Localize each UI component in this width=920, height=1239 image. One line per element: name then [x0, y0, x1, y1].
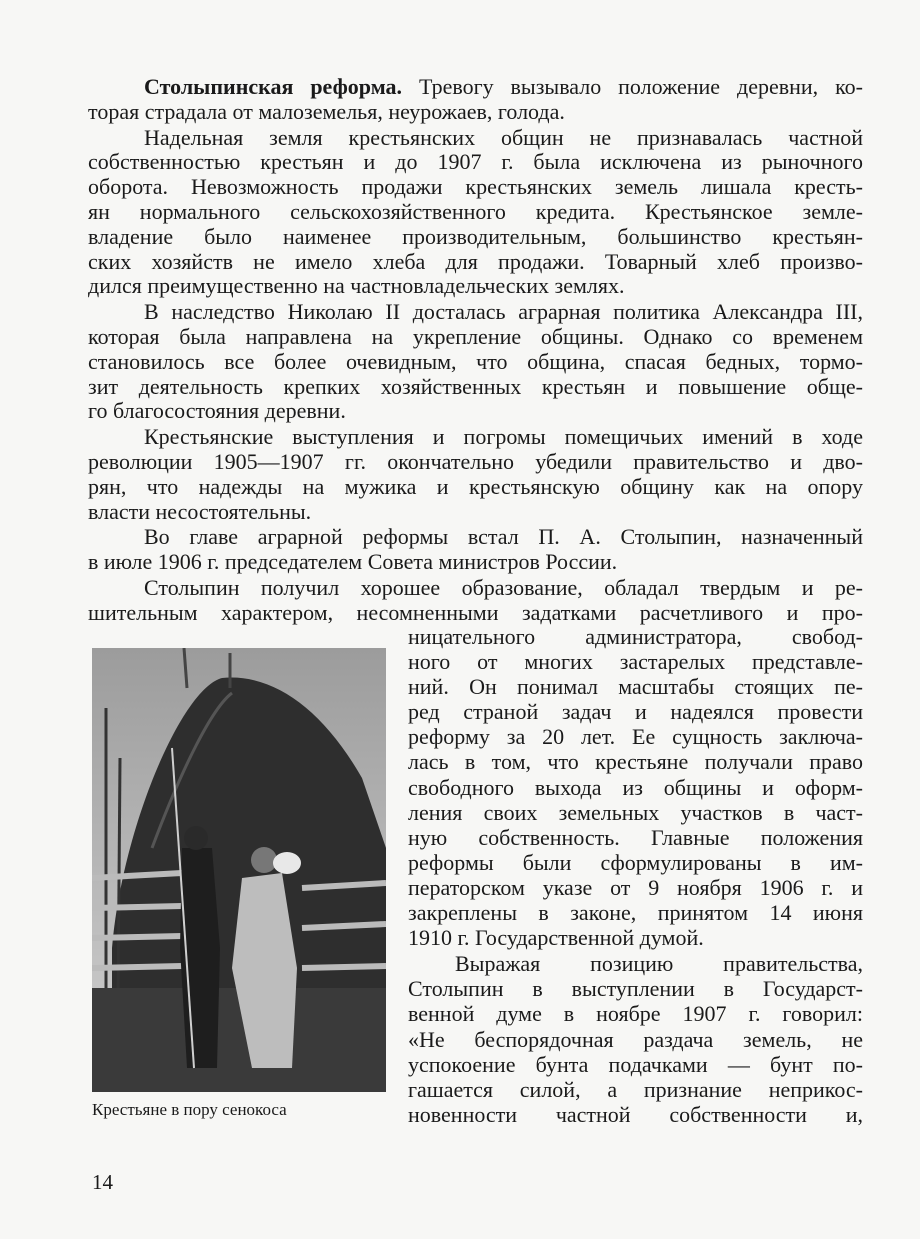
text-line: торая страдала от малоземелья, неурожаев, голода. [88, 98, 565, 124]
text-line: в июле 1906 г. председателем Совета министров России. [88, 549, 618, 575]
text-line: революции 1905—1907 гг. окончательно убедили правительство и дво- [88, 448, 863, 474]
paragraph [408, 624, 863, 950]
text-line: В наследство Николаю II досталась аграрная политика Александра III, [144, 299, 863, 325]
text-line: оборота. Невозможность продажи крестьянских земель лишала кресть- [88, 174, 863, 200]
text-line: ную собственность. Главные положения [408, 824, 863, 850]
text-line: лась в том, что крестьяне получали право [408, 749, 863, 775]
text-line: ператорском указе от 9 ноября 1906 г. и [408, 874, 863, 900]
text-line: собственностью крестьян и до 1907 г. была исключена из рыночного [88, 149, 863, 175]
text-line: «Не беспорядочная раздача земель, не [408, 1026, 863, 1052]
paragraph [88, 300, 863, 424]
text-line: владение было наименее производительным, большинство крестьян- [88, 223, 863, 249]
text-line: дился преимущественно на частновладельческих землях. [88, 273, 625, 299]
text-line: ления своих земельных участков в част- [408, 799, 863, 825]
right-text-column [408, 624, 863, 1128]
text-line: реформу за 20 лет. Ее сущность заключа- [408, 724, 863, 750]
paragraph [408, 951, 863, 1127]
text-line: ских хозяйств не имело хлеба для продажи. Товарный хлеб произво- [88, 248, 863, 274]
paragraph [88, 576, 863, 626]
text-line: шительным характером, несомненными задатками расчетливого и про- [88, 599, 863, 625]
text-line: Крестьянские выступления и погромы помещичьих имений в ходе [144, 424, 863, 450]
text-line: успокоение бунта подачками — бунт по- [408, 1051, 863, 1077]
text-line: ного от многих застарелых представле- [408, 649, 863, 675]
page-number: 14 [92, 1170, 113, 1194]
paragraph [88, 126, 863, 300]
text-line [88, 75, 863, 100]
text-run: Тревогу вызывало положение деревни, ко- [418, 74, 863, 99]
text-line: новенности частной собственности и, [408, 1101, 863, 1127]
text-line: гашается силой, а признание неприкос- [408, 1076, 863, 1102]
paragraph [88, 525, 863, 575]
text-line: Столыпин в выступлении в Государст- [408, 976, 863, 1002]
text-line: Надельная земля крестьянских общин не признавалась частной [144, 124, 863, 150]
text-line: ницательного администратора, свобод- [408, 624, 863, 649]
text-line: рян, что надежды на мужика и крестьянскую общину как на опору [88, 473, 863, 499]
text-line: ред страной задач и надеялся провести [408, 699, 863, 725]
section-heading: Столыпинская реформа. [144, 74, 403, 99]
text-line: зит деятельность крепких хозяйственных крестьян и повышение обще- [88, 373, 863, 399]
text-line: становилось все более очевидным, что община, спасая бедных, тормо- [88, 348, 863, 374]
text-line: венной думе в ноябре 1907 г. говорил: [408, 1001, 863, 1027]
text-line: реформы были сформулированы в им- [408, 849, 863, 875]
text-line: закреплены в законе, принятом 14 июня [408, 900, 863, 926]
photo-peasants-haymaking [92, 648, 386, 1092]
photo-caption: Крестьяне в пору сенокоса [92, 1100, 287, 1119]
text-line: ян нормального сельскохозяйственного кредита. Крестьянское земле- [88, 198, 863, 224]
paragraph [88, 75, 863, 125]
text-line: Столыпин получил хорошее образование, обладал твердым и ре- [144, 574, 863, 600]
paragraph [88, 425, 863, 524]
text-line: свободного выхода из общины и оформ- [408, 774, 863, 800]
main-text-column [88, 75, 863, 627]
text-line: Во главе аграрной реформы встал П. А. Столыпин, назначенный [144, 524, 863, 550]
text-line: 1910 г. Государственной думой. [408, 925, 704, 951]
text-line: власти несостоятельны. [88, 498, 312, 524]
text-line: го благосостояния деревни. [88, 398, 346, 424]
text-line: Выражая позицию правительства, [455, 951, 863, 977]
text-line: которая была направлена на укрепление общины. Однако со временем [88, 323, 863, 349]
text-line: ний. Он понимал масштабы стоящих пе- [408, 674, 863, 700]
